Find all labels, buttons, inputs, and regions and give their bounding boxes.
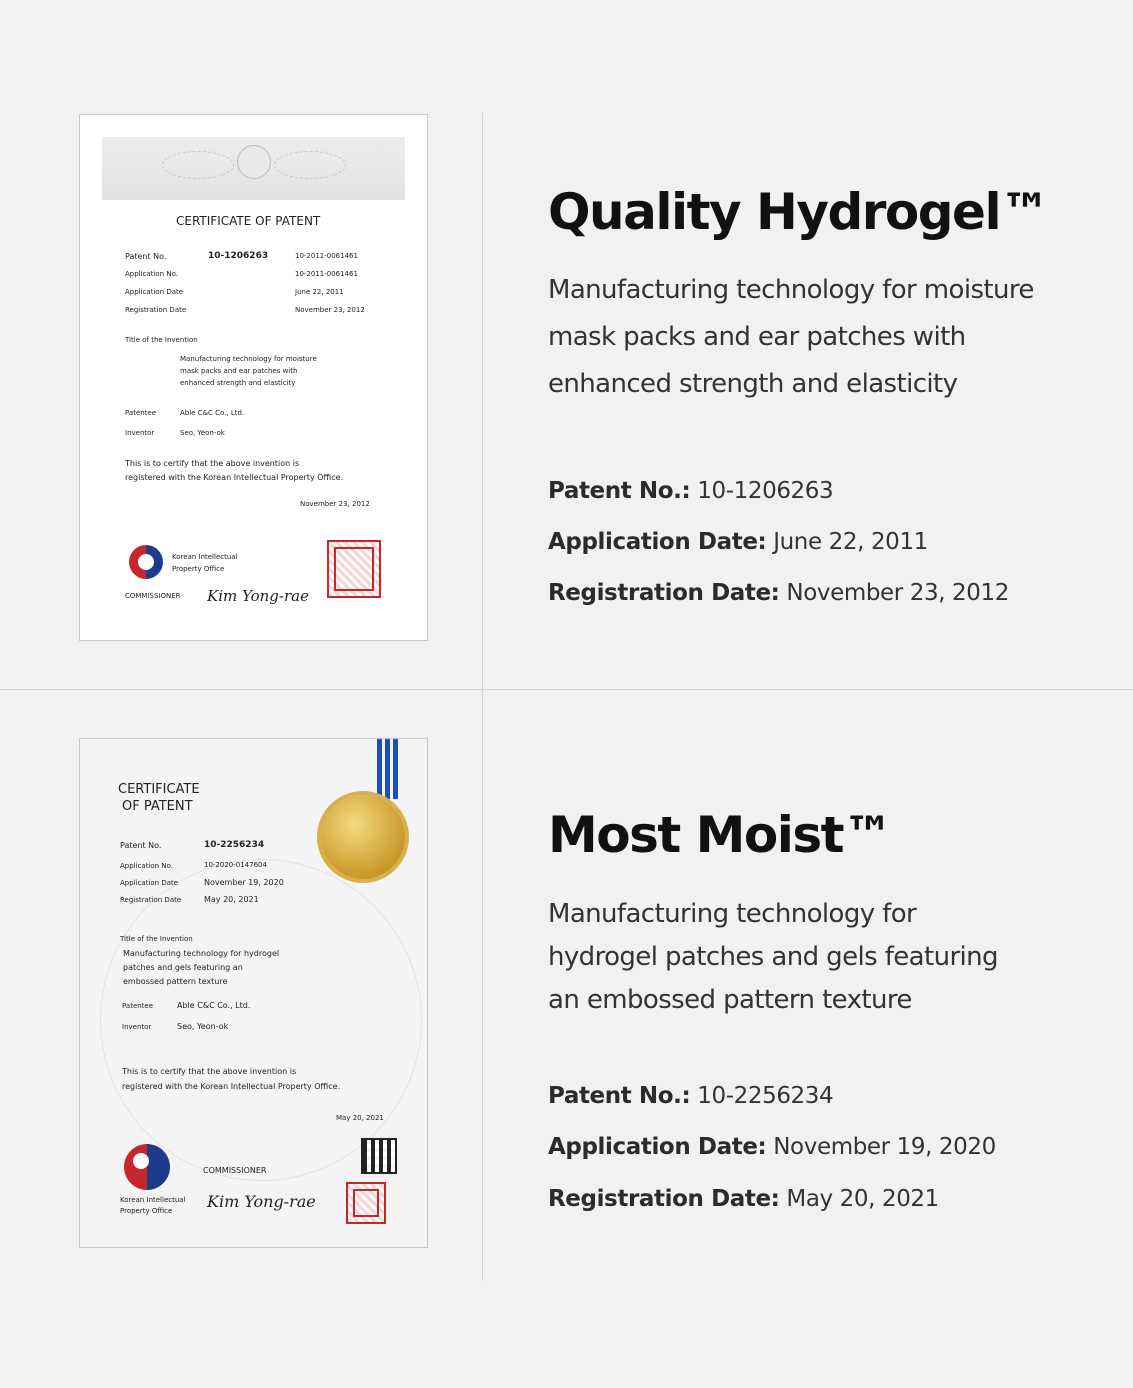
application-no-value: 10-2020-0147604	[204, 861, 267, 869]
invention-line: Manufacturing technology for hydrogel	[123, 949, 280, 958]
kipo-logo-icon	[124, 1144, 170, 1190]
product-title: Most Moist™	[548, 806, 892, 864]
description-line: enhanced strength and elasticity	[548, 369, 958, 399]
certify-line: registered with the Korean Intellectual Property Office.	[122, 1082, 341, 1091]
application-date-value: November 19, 2020	[773, 1134, 996, 1160]
certificate-image-2	[79, 738, 428, 1248]
application-date-row	[548, 529, 928, 555]
patentee-label: Patentee	[122, 1002, 154, 1010]
patent-no-value: 10-1206263	[208, 251, 269, 261]
office-name-line: Property Office	[172, 565, 225, 573]
qr-code-icon	[361, 1138, 397, 1174]
signature: Kim Yong-rae	[207, 587, 309, 605]
patent-no-label: Patent No.:	[548, 1083, 691, 1109]
horizontal-divider	[0, 689, 1133, 690]
invention-line: embossed pattern texture	[123, 977, 228, 986]
ribbon-icon	[377, 739, 382, 799]
application-date-label: Application Date:	[548, 1134, 767, 1160]
patent-no-value: 10-1206263	[697, 478, 834, 504]
government-emblem-icon	[237, 145, 271, 179]
invention-line: enhanced strength and elasticity	[180, 379, 296, 387]
application-date-label: Application Date	[125, 288, 184, 296]
patent-no-value: 10-2256234	[697, 1083, 834, 1109]
registration-date-value: November 23, 2012	[786, 580, 1009, 606]
invention-label: Title of the Invention	[125, 336, 198, 344]
inventor-value: Seo, Yeon-ok	[177, 1022, 229, 1031]
issue-date: May 20, 2021	[336, 1114, 384, 1122]
patentee-value: Able C&C Co., Ltd.	[180, 409, 245, 417]
certify-line: This is to certify that the above invention is	[122, 1067, 297, 1076]
flourish-left-icon	[162, 151, 234, 179]
description-line: mask packs and ear patches with	[548, 322, 966, 352]
registration-date-value: May 20, 2021	[786, 1186, 939, 1212]
application-date-label: Application Date:	[548, 529, 767, 555]
patent-no-alt: 10-2011-0061461	[295, 252, 358, 260]
inventor-label: Inventor	[122, 1023, 152, 1031]
ribbon-icon	[385, 739, 390, 799]
application-date-value: November 19, 2020	[204, 878, 284, 887]
product-description	[548, 267, 1048, 408]
certificate-title: OF PATENT	[122, 799, 193, 814]
certify-line: This is to certify that the above invention is	[125, 459, 300, 468]
official-seal-icon	[346, 1182, 386, 1224]
office-name-line: Property Office	[120, 1207, 173, 1215]
registration-date-value: May 20, 2021	[204, 895, 259, 904]
description-line: Manufacturing technology for	[548, 899, 917, 929]
patent-no-label: Patent No.	[120, 841, 162, 850]
registration-date-value: November 23, 2012	[295, 306, 365, 314]
kipo-logo-icon	[129, 545, 163, 579]
inventor-value: Seo, Yeon-ok	[180, 429, 225, 437]
official-seal-icon	[327, 540, 381, 598]
inventor-label: Inventor	[125, 429, 155, 437]
vertical-divider	[482, 113, 483, 1281]
registration-date-label: Registration Date:	[548, 580, 780, 606]
description-line: hydrogel patches and gels featuring	[548, 942, 998, 972]
invention-line: mask packs and ear patches with	[180, 367, 298, 375]
commissioner-label: COMMISSIONER	[125, 592, 181, 600]
product-description	[548, 893, 1048, 1022]
registration-date-label: Registration Date:	[548, 1186, 780, 1212]
patent-no-label: Patent No.	[125, 252, 167, 261]
description-line: Manufacturing technology for moisture	[548, 275, 1034, 305]
product-title: Quality Hydrogel™	[548, 183, 1049, 241]
certificate-title: CERTIFICATE OF PATENT	[176, 214, 321, 228]
patent-no-value: 10-2256234	[204, 840, 265, 850]
registration-date-row	[548, 580, 1009, 606]
commissioner-label: COMMISSIONER	[203, 1166, 267, 1175]
registration-date-row	[548, 1186, 939, 1212]
registration-date-label: Registration Date	[125, 306, 187, 314]
application-date-row	[548, 1134, 996, 1160]
invention-line: Manufacturing technology for moisture	[180, 355, 317, 363]
patent-no-label: Patent No.:	[548, 478, 691, 504]
application-date-value: June 22, 2011	[295, 288, 344, 296]
flourish-right-icon	[274, 151, 346, 179]
office-name-line: Korean Intellectual	[172, 553, 238, 561]
gold-seal-icon	[321, 795, 405, 879]
office-name-line: Korean Intellectual	[120, 1196, 186, 1204]
application-no-label: Application No.	[125, 270, 178, 278]
patent-no-row	[548, 1083, 833, 1109]
certificate-banner	[102, 137, 405, 200]
patentee-label: Patentee	[125, 409, 157, 417]
certificate-image-1	[79, 114, 428, 641]
application-no-label: Application No.	[120, 862, 173, 870]
description-line: an embossed pattern texture	[548, 985, 912, 1015]
invention-label: Title of the Invention	[120, 935, 193, 943]
patentee-value: Able C&C Co., Ltd.	[177, 1001, 251, 1010]
signature: Kim Yong-rae	[207, 1192, 316, 1211]
certify-line: registered with the Korean Intellectual Property Office.	[125, 473, 344, 482]
globe-watermark-icon	[100, 859, 422, 1181]
application-no-value: 10-2011-0061461	[295, 270, 358, 278]
issue-date: November 23, 2012	[300, 500, 370, 508]
ribbon-icon	[393, 739, 398, 799]
application-date-value: June 22, 2011	[773, 529, 928, 555]
registration-date-label: Registration Date	[120, 896, 182, 904]
patent-no-row	[548, 478, 833, 504]
certificate-title: CERTIFICATE	[118, 782, 200, 797]
invention-line: patches and gels featuring an	[123, 963, 243, 972]
application-date-label: Application Date	[120, 879, 179, 887]
